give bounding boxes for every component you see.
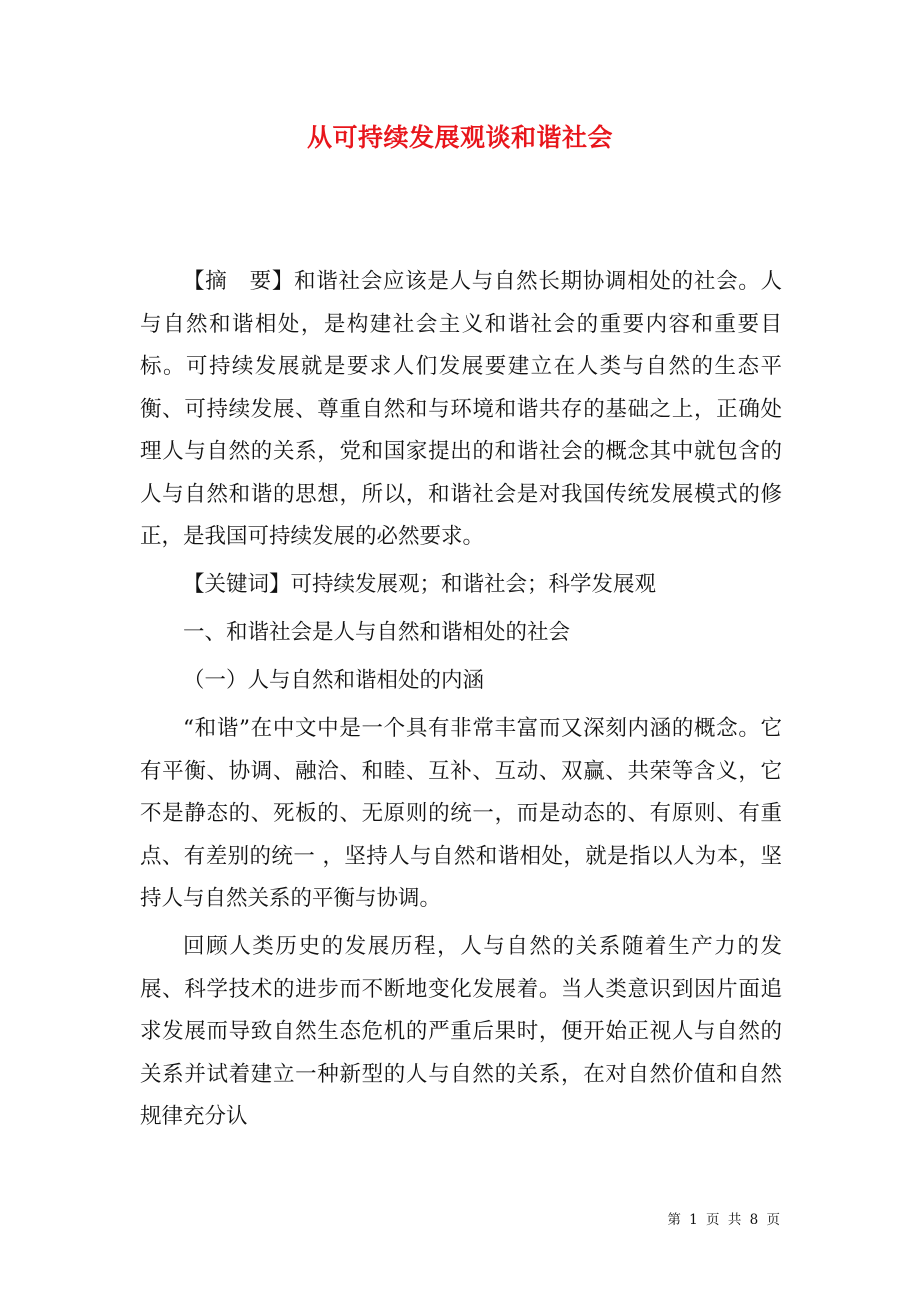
abstract-paragraph: 【摘 要】和谐社会应该是人与自然长期协调相处的社会。人与自然和谐相处，是构建社会主义和谐社会的重要内容和重要目标。可持续发展就是要求人们发展要建立在人类与自然的生态平衡、可持续发展、尊重自然和与环境和谐共存的基础之上，正确处理人与自然的关系，党和国家提出的和谐社会的概念其中就包含的人与自然和谐的思想，所以，和谐社会是对我国传统发展模式的修正，是我国可持续发展的必然要求。 bbox=[140, 269, 782, 549]
body-paragraph: 回顾人类历史的发展历程，人与自然的关系随着生产力的发展、科学技术的进步而不断地变化发展着。当人类意识到因片面追求发展而导致自然生态危机的严重后果时，便开始正视人与自然的关系并试着建立一种新型的人与自然的关系，在对自然价值和自然规律充分认 bbox=[140, 934, 782, 1129]
page-number-footer: 第 1 页 共 8 页 bbox=[667, 1212, 782, 1228]
document-body bbox=[140, 261, 782, 1139]
keywords-paragraph: 【关键词】可持续发展观；和谐社会；科学发展观 bbox=[183, 572, 657, 597]
section-heading: 一、和谐社会是人与自然和谐相处的社会 bbox=[183, 620, 571, 645]
document-title: 从可持续发展观谈和谐社会 bbox=[306, 123, 613, 152]
body-paragraph: “和谐”在中文中是一个具有非常丰富而又深刻内涵的概念。它有平衡、协调、融洽、和睦、互补、互动、双赢、共荣等含义，它不是静态的、死板的、无原则的统一，而是动态的、有原则、有重点、有差别的统一 ，坚持人与自然和谐相处，就是指以人为本，坚持人与自然关系的平衡与协调。 bbox=[140, 716, 782, 911]
subsection-heading: （一）人与自然和谐相处的内涵 bbox=[183, 668, 485, 693]
